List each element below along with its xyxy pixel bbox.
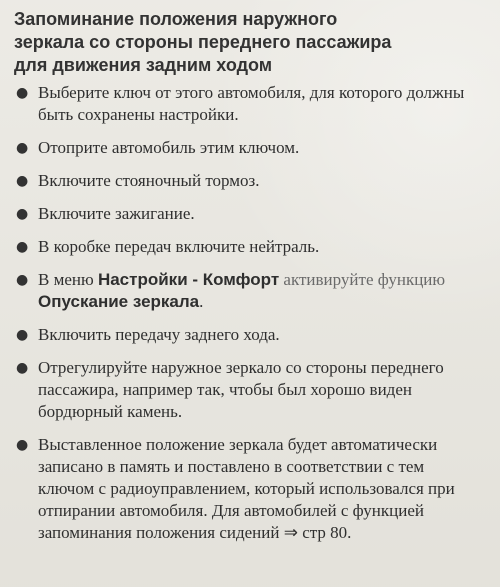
bullet-icon: ● (16, 85, 29, 101)
instruction-text: Включите зажигание. (38, 204, 195, 223)
menu-path: Настройки - Комфорт (97, 270, 280, 289)
heading-line-3: для движения задним ходом (14, 55, 273, 75)
instruction-text: Выберите ключ от этого автомобиля, для которого должны быть сохранены настройки. (38, 83, 465, 124)
instruction-text-part: . (199, 292, 204, 311)
function-name: Опускание зеркала (38, 292, 200, 311)
list-item (14, 170, 472, 192)
instruction-text-part: активируйте функцию (279, 270, 446, 289)
instruction-text: Отоприте автомобиль этим ключом. (38, 138, 300, 157)
list-item (14, 357, 472, 423)
bullet-icon: ● (16, 206, 29, 222)
instruction-text: Включите стояночный тормоз. (38, 171, 260, 190)
list-item (14, 324, 472, 346)
heading-line-1: Запоминание положения наружного (14, 9, 338, 29)
list-item (14, 434, 472, 544)
instruction-text: Выставленное положение зеркала будет автоматически записано в память и поставлено в соответствии с тем ключом с радиоуправлением, который использовался при отпирании автомобиля. Для автомобилей с функцией запоминания положения сидений ⇒ стр 80. (38, 435, 455, 542)
instruction-text: В коробке передач включите нейтраль. (38, 237, 320, 256)
instruction-list (14, 82, 472, 555)
list-item (14, 269, 472, 313)
section-heading (14, 8, 474, 77)
bullet-icon: ● (16, 140, 29, 156)
bullet-icon: ● (16, 327, 29, 343)
bullet-icon: ● (16, 173, 29, 189)
list-item (14, 236, 472, 258)
bullet-icon: ● (16, 239, 29, 255)
list-item (14, 203, 472, 225)
bullet-icon: ● (16, 360, 29, 376)
instruction-text: Включить передачу заднего хода. (38, 325, 280, 344)
heading-line-2: зеркала со стороны переднего пассажира (14, 32, 392, 52)
instruction-text-part: В меню (38, 270, 98, 289)
list-item (14, 137, 472, 159)
bullet-icon: ● (16, 272, 29, 288)
instruction-text: Отрегулируйте наружное зеркало со стороны переднего пассажира, например так, чтобы был хорошо виден бордюрный камень. (38, 358, 444, 421)
bullet-icon: ● (16, 437, 29, 453)
list-item (14, 82, 472, 126)
